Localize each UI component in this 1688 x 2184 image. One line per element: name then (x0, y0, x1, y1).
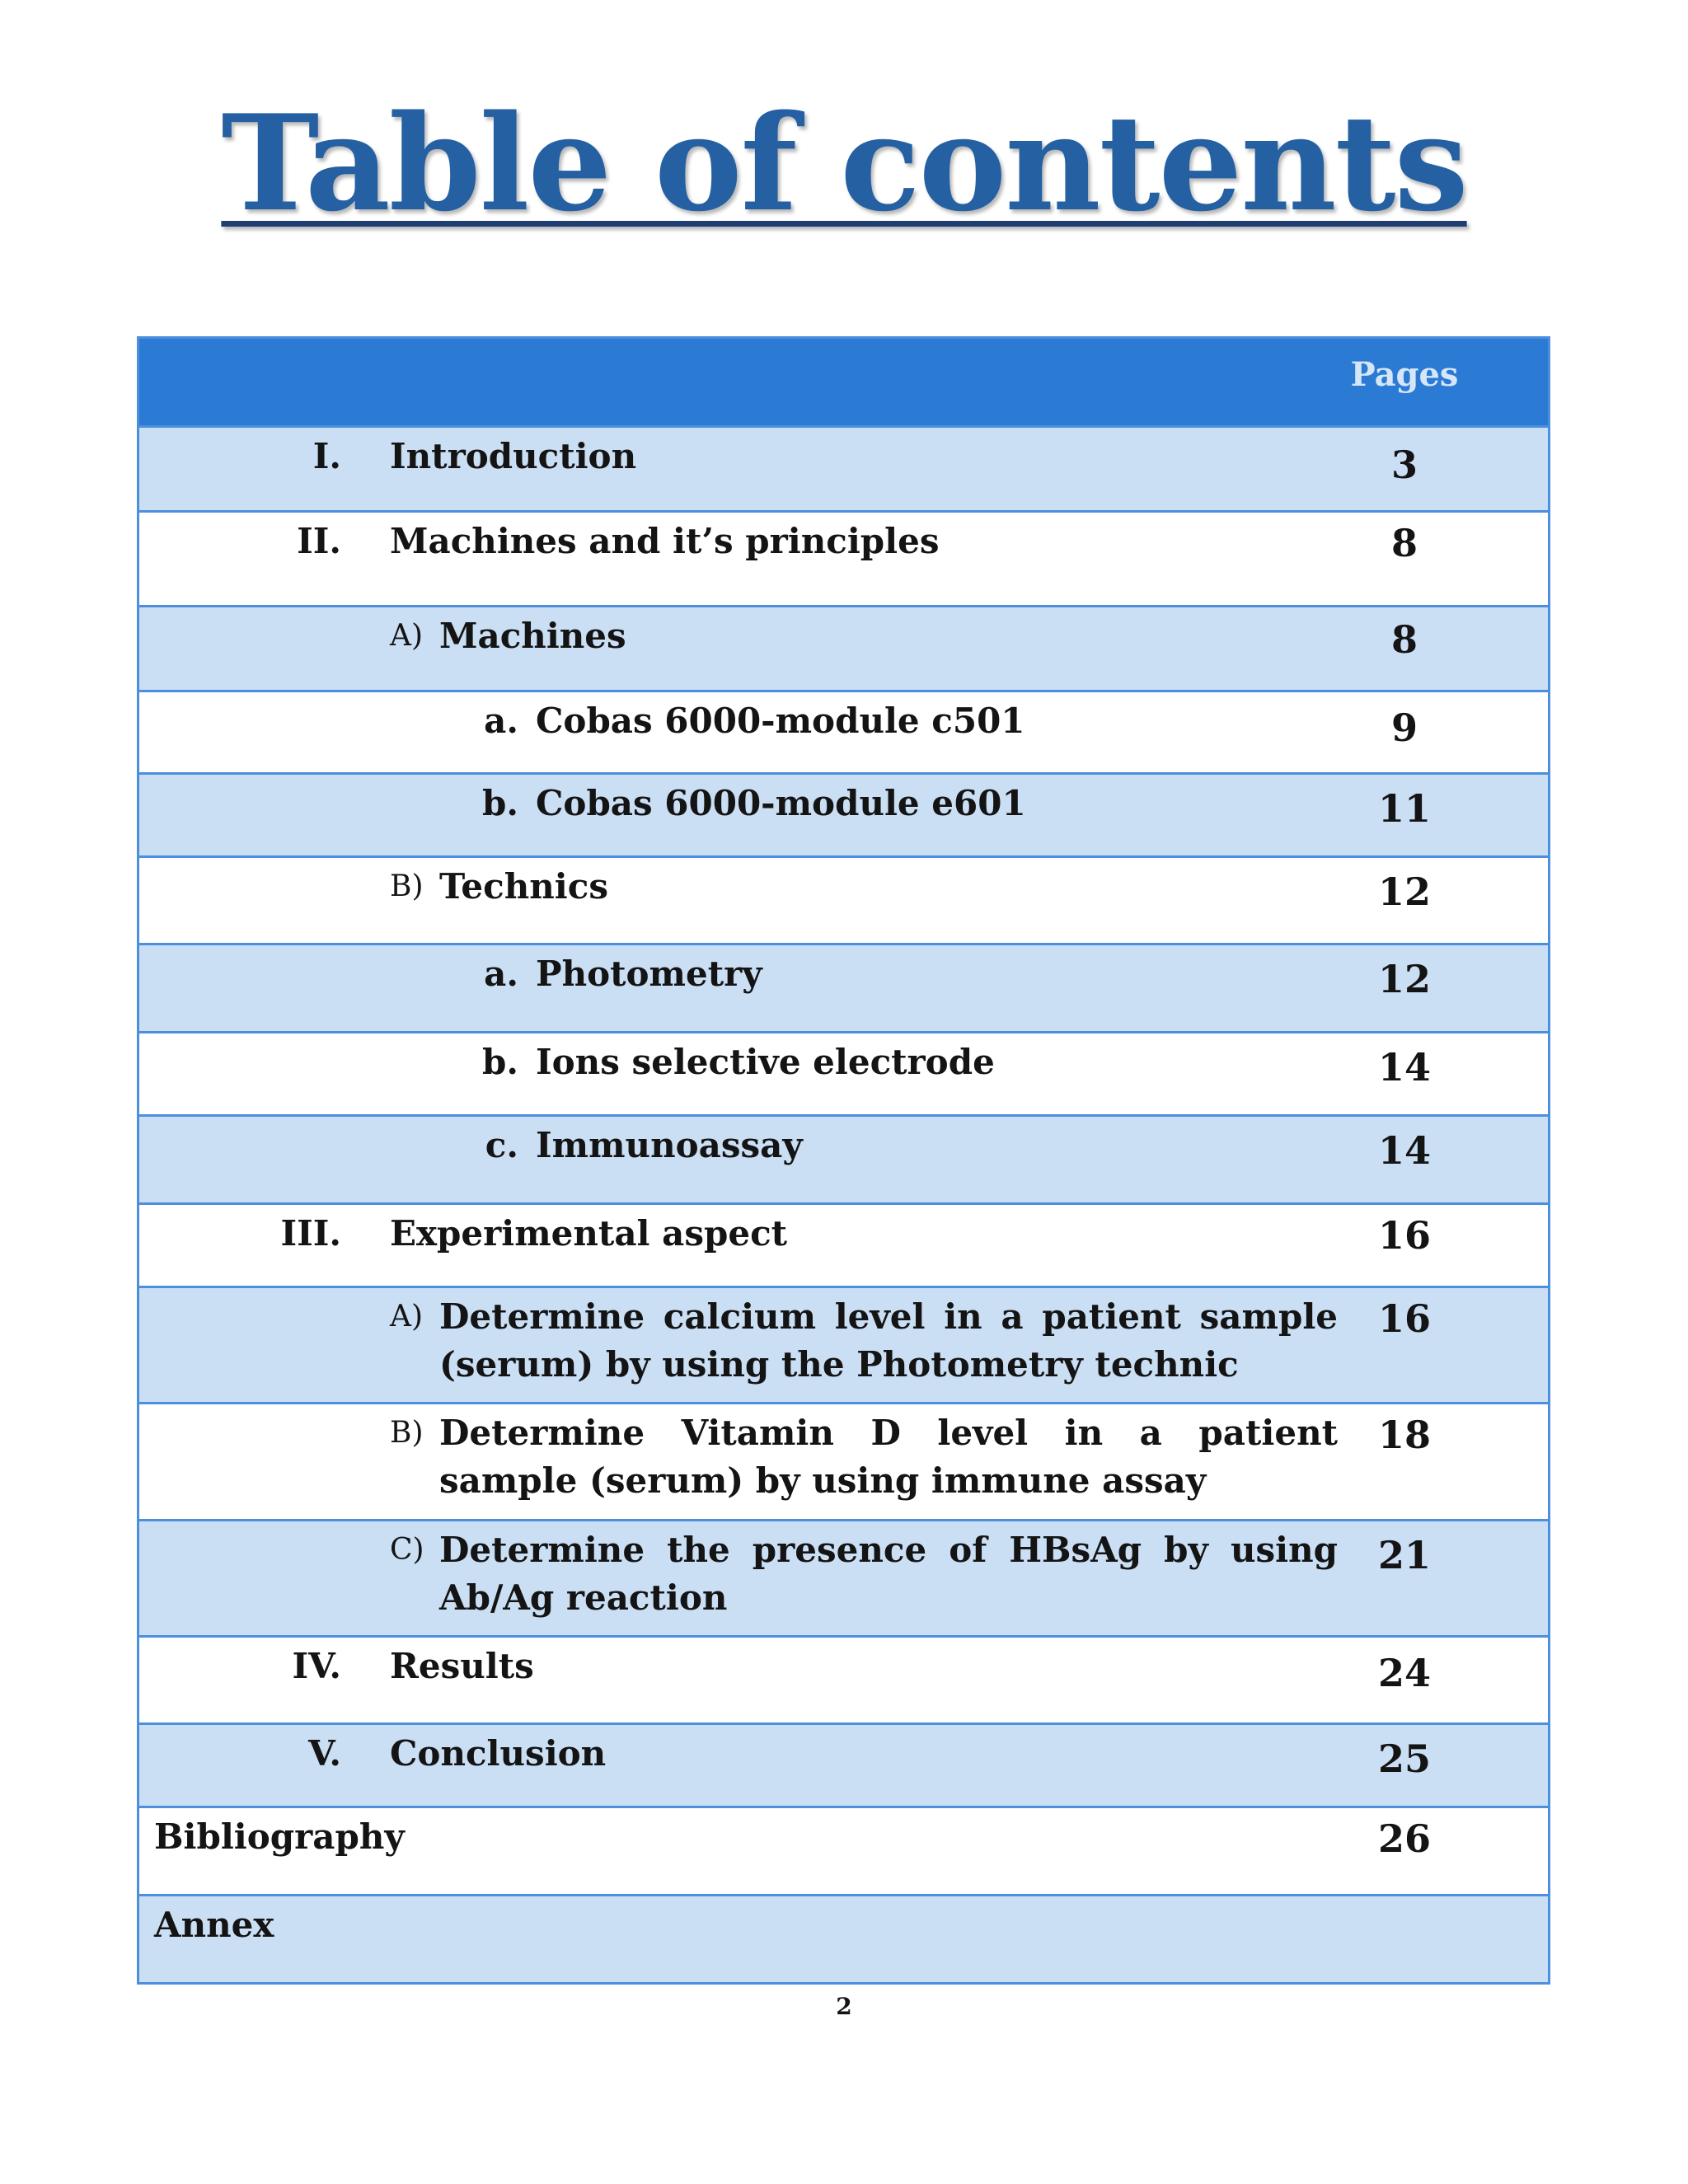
toc-row-technics[interactable] (139, 858, 1548, 945)
toc-page: 25 (1377, 1736, 1431, 1781)
title-text: Table of contents (221, 86, 1467, 241)
toc-marker: A) (390, 619, 424, 653)
contents-table (137, 336, 1550, 1985)
toc-row-introduction[interactable] (139, 428, 1548, 513)
toc-marker: a. (484, 954, 518, 994)
toc-marker: b. (482, 1042, 518, 1082)
toc-label: Machines and it’s principles (390, 521, 940, 561)
toc-label: Determine calcium level in a patient sample (serum) by using the Photometry technic (439, 1296, 1338, 1385)
toc-page: 3 (1390, 443, 1418, 487)
toc-row-experimental-aspect[interactable] (139, 1205, 1548, 1288)
toc-page: 12 (1377, 869, 1431, 914)
toc-row-immunoassay[interactable] (139, 1117, 1548, 1205)
toc-label: Results (390, 1646, 534, 1686)
page-title (0, 86, 1688, 241)
toc-label: Annex (154, 1905, 274, 1945)
footer-page-number: 2 (836, 1993, 852, 2020)
toc-row-vitamin-d[interactable] (139, 1404, 1548, 1521)
toc-page: 8 (1390, 521, 1418, 565)
toc-label: Conclusion (390, 1733, 607, 1774)
toc-label: Introduction (390, 436, 637, 476)
toc-label: Cobas 6000-module c501 (536, 701, 1025, 741)
toc-marker: I. (312, 436, 341, 476)
toc-page: 8 (1390, 617, 1418, 662)
toc-marker: b. (482, 783, 518, 823)
toc-label: Experimental aspect (390, 1213, 788, 1254)
toc-marker: V. (308, 1733, 341, 1774)
toc-label: Cobas 6000-module e601 (536, 783, 1026, 823)
toc-label: Bibliography (154, 1816, 405, 1857)
toc-marker: B) (390, 869, 424, 903)
toc-marker: B) (390, 1416, 424, 1450)
toc-marker: a. (484, 701, 518, 741)
toc-row-ions-electrode[interactable] (139, 1033, 1548, 1117)
toc-row-hbsag[interactable] (139, 1521, 1548, 1638)
toc-row-conclusion[interactable] (139, 1725, 1548, 1808)
toc-row-annex[interactable] (139, 1896, 1548, 1982)
toc-marker: IV. (292, 1646, 341, 1686)
toc-row-machines-principles[interactable] (139, 513, 1548, 607)
toc-page: 26 (1377, 1816, 1431, 1861)
toc-page: 16 (1377, 1213, 1431, 1258)
toc-page: 11 (1377, 786, 1431, 831)
toc-page: 24 (1377, 1651, 1431, 1695)
toc-page: 12 (1377, 957, 1431, 1001)
toc-row-cobas-c501[interactable] (139, 692, 1548, 775)
toc-label: Immunoassay (536, 1125, 803, 1165)
toc-marker: A) (390, 1300, 424, 1333)
toc-label: Ions selective electrode (536, 1042, 995, 1082)
toc-page: 16 (1377, 1296, 1431, 1341)
toc-label: Technics (439, 866, 608, 907)
toc-row-machines[interactable] (139, 607, 1548, 692)
toc-marker: C) (390, 1533, 424, 1567)
toc-label: Photometry (536, 954, 762, 994)
toc-row-calcium[interactable] (139, 1288, 1548, 1404)
toc-marker: II. (297, 521, 341, 561)
toc-row-results[interactable] (139, 1638, 1548, 1725)
toc-label: Determine the presence of HBsAg by using Ab/Ag reaction (439, 1530, 1338, 1618)
toc-page: 9 (1390, 705, 1418, 750)
toc-row-cobas-e601[interactable] (139, 775, 1548, 858)
toc-label: Machines (439, 616, 626, 656)
pages-column-header: Pages (1350, 355, 1459, 394)
toc-page: 14 (1377, 1045, 1431, 1090)
toc-page: 18 (1377, 1413, 1431, 1457)
toc-marker: III. (280, 1213, 341, 1254)
toc-label: Determine Vitamin D level in a patient sample (serum) by using immune assay (439, 1413, 1338, 1501)
toc-row-photometry[interactable] (139, 945, 1548, 1033)
toc-marker: c. (485, 1125, 518, 1165)
toc-page: 21 (1377, 1533, 1431, 1577)
toc-row-bibliography[interactable] (139, 1808, 1548, 1896)
table-header (139, 339, 1548, 428)
toc-page: 14 (1377, 1128, 1431, 1173)
